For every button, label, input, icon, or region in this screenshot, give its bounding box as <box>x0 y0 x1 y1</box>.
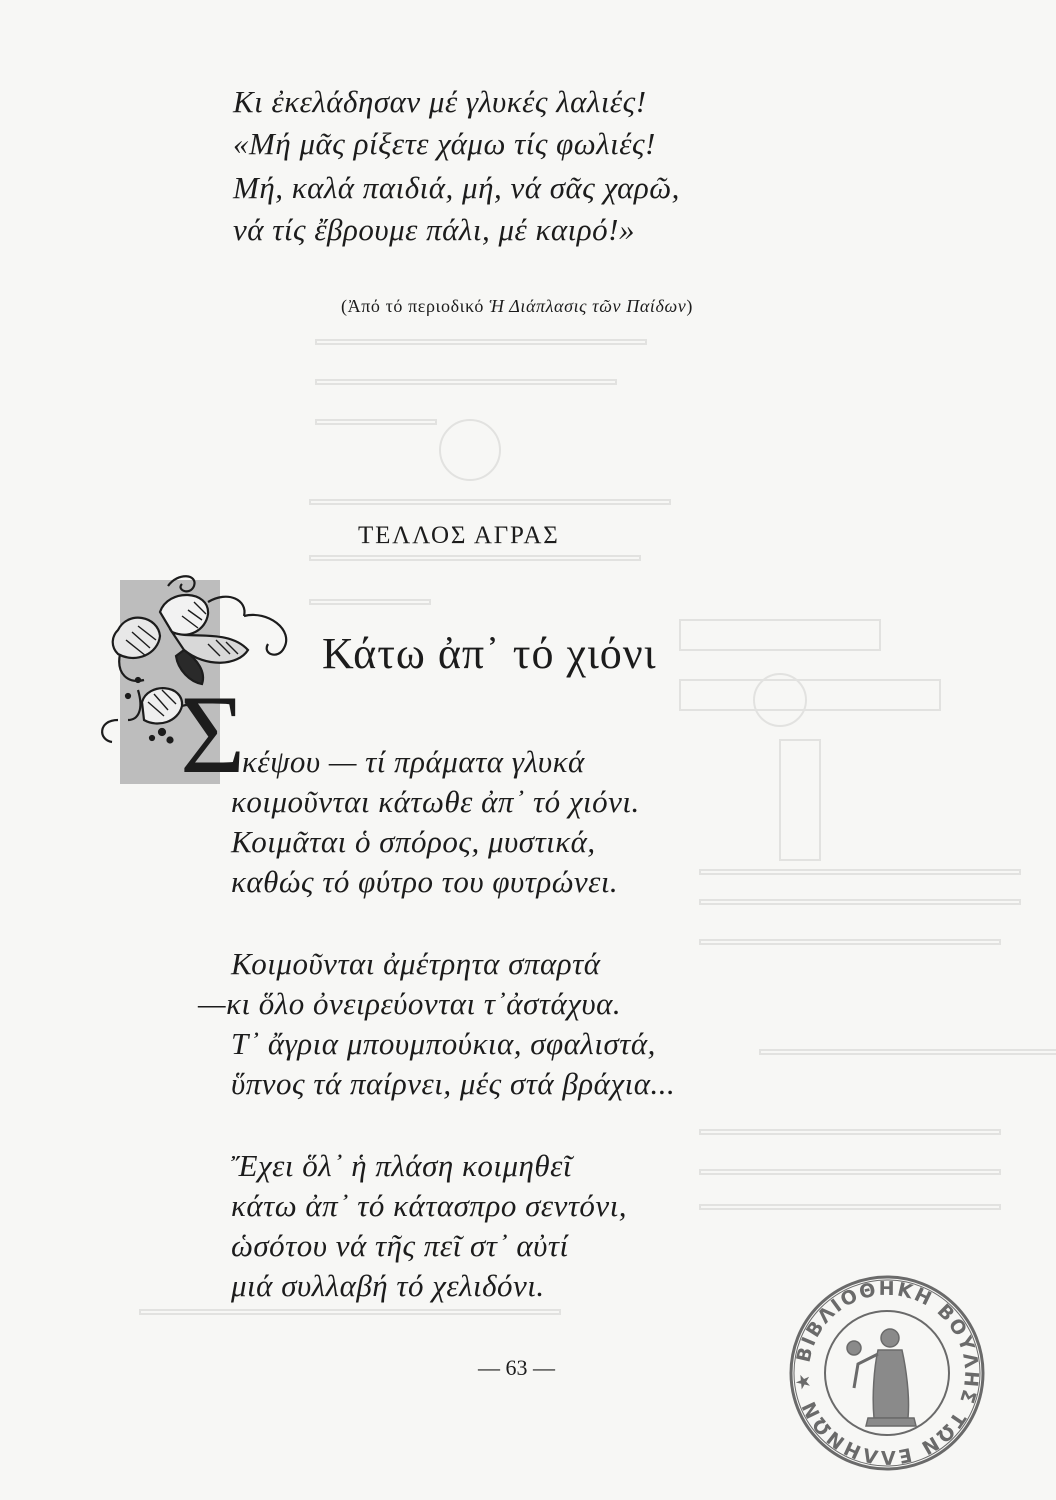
verse-line: κέψου — τί πράματα γλυκά <box>242 744 585 779</box>
drop-cap-letter: Σ <box>180 673 246 797</box>
statue-figure-icon <box>847 1329 916 1426</box>
verse-line: Κοιμᾶται ὁ σπόρος, μυστικά, <box>231 824 596 859</box>
verse-line: Μή, καλά παιδιά, μή, νά σᾶς χαρῶ, <box>233 170 680 205</box>
poem-title: Κάτω ἀπ᾽ τό χιόνι <box>322 629 657 678</box>
poem-author: ΤΕΛΛΟΣ ΑΓΡΑΣ <box>358 522 560 549</box>
stamp-text: ΒΙΒΛΙΟΘΗΚΗ ΒΟΥΛΗΣ ΤΩΝ ΕΛΛΗΝΩΝ ★ <box>791 1277 983 1469</box>
source-prefix: (Ἀπό τό περιοδικό <box>341 296 490 316</box>
library-stamp-icon <box>788 1268 986 1478</box>
verse-line: καθώς τό φύτρο του φυτρώνει. <box>231 864 619 899</box>
verse-line: Τ᾽ ἄγρια μπουμπούκια, σφαλιστά, <box>231 1026 656 1061</box>
source-citation <box>341 296 693 317</box>
source-suffix: ) <box>686 296 693 316</box>
verse-line: κάτω ἀπ᾽ τό κάτασπρο σεντόνι, <box>231 1188 628 1223</box>
periodical-name: Ἡ Διάπλασις τῶν Παίδων <box>489 296 687 316</box>
verse-line: ὕπνος τά παίρνει, μές στά βράχια... <box>231 1066 676 1101</box>
verse-line: Κι ἐκελάδησαν μέ γλυκές λαλιές! <box>233 84 647 119</box>
verse-line: ὡσότου νά τῆς πεῖ στ᾽ αὐτί <box>231 1228 569 1263</box>
verse-line: «Μή μᾶς ρίξετε χάμω τίς φωλιές! <box>233 126 656 161</box>
verse-line: νά τίς ἔβρουμε πάλι, μέ καιρό!» <box>233 212 635 247</box>
verse-line: Κοιμοῦνται ἀμέτρητα σπαρτά <box>231 946 601 981</box>
verse-line: κοιμοῦνται κάτωθε ἀπ᾽ τό χιόνι. <box>231 784 640 819</box>
verse-line: μιά συλλαβή τό χελιδόνι. <box>231 1268 545 1303</box>
verse-line: Ἔχει ὅλ᾽ ἡ πλάση κοιμηθεῖ <box>231 1148 572 1183</box>
page-number: — 63 — <box>478 1355 555 1380</box>
verse-line: —κι ὅλο ὀνειρεύονται τ᾽ἀστάχυα. <box>198 986 622 1021</box>
